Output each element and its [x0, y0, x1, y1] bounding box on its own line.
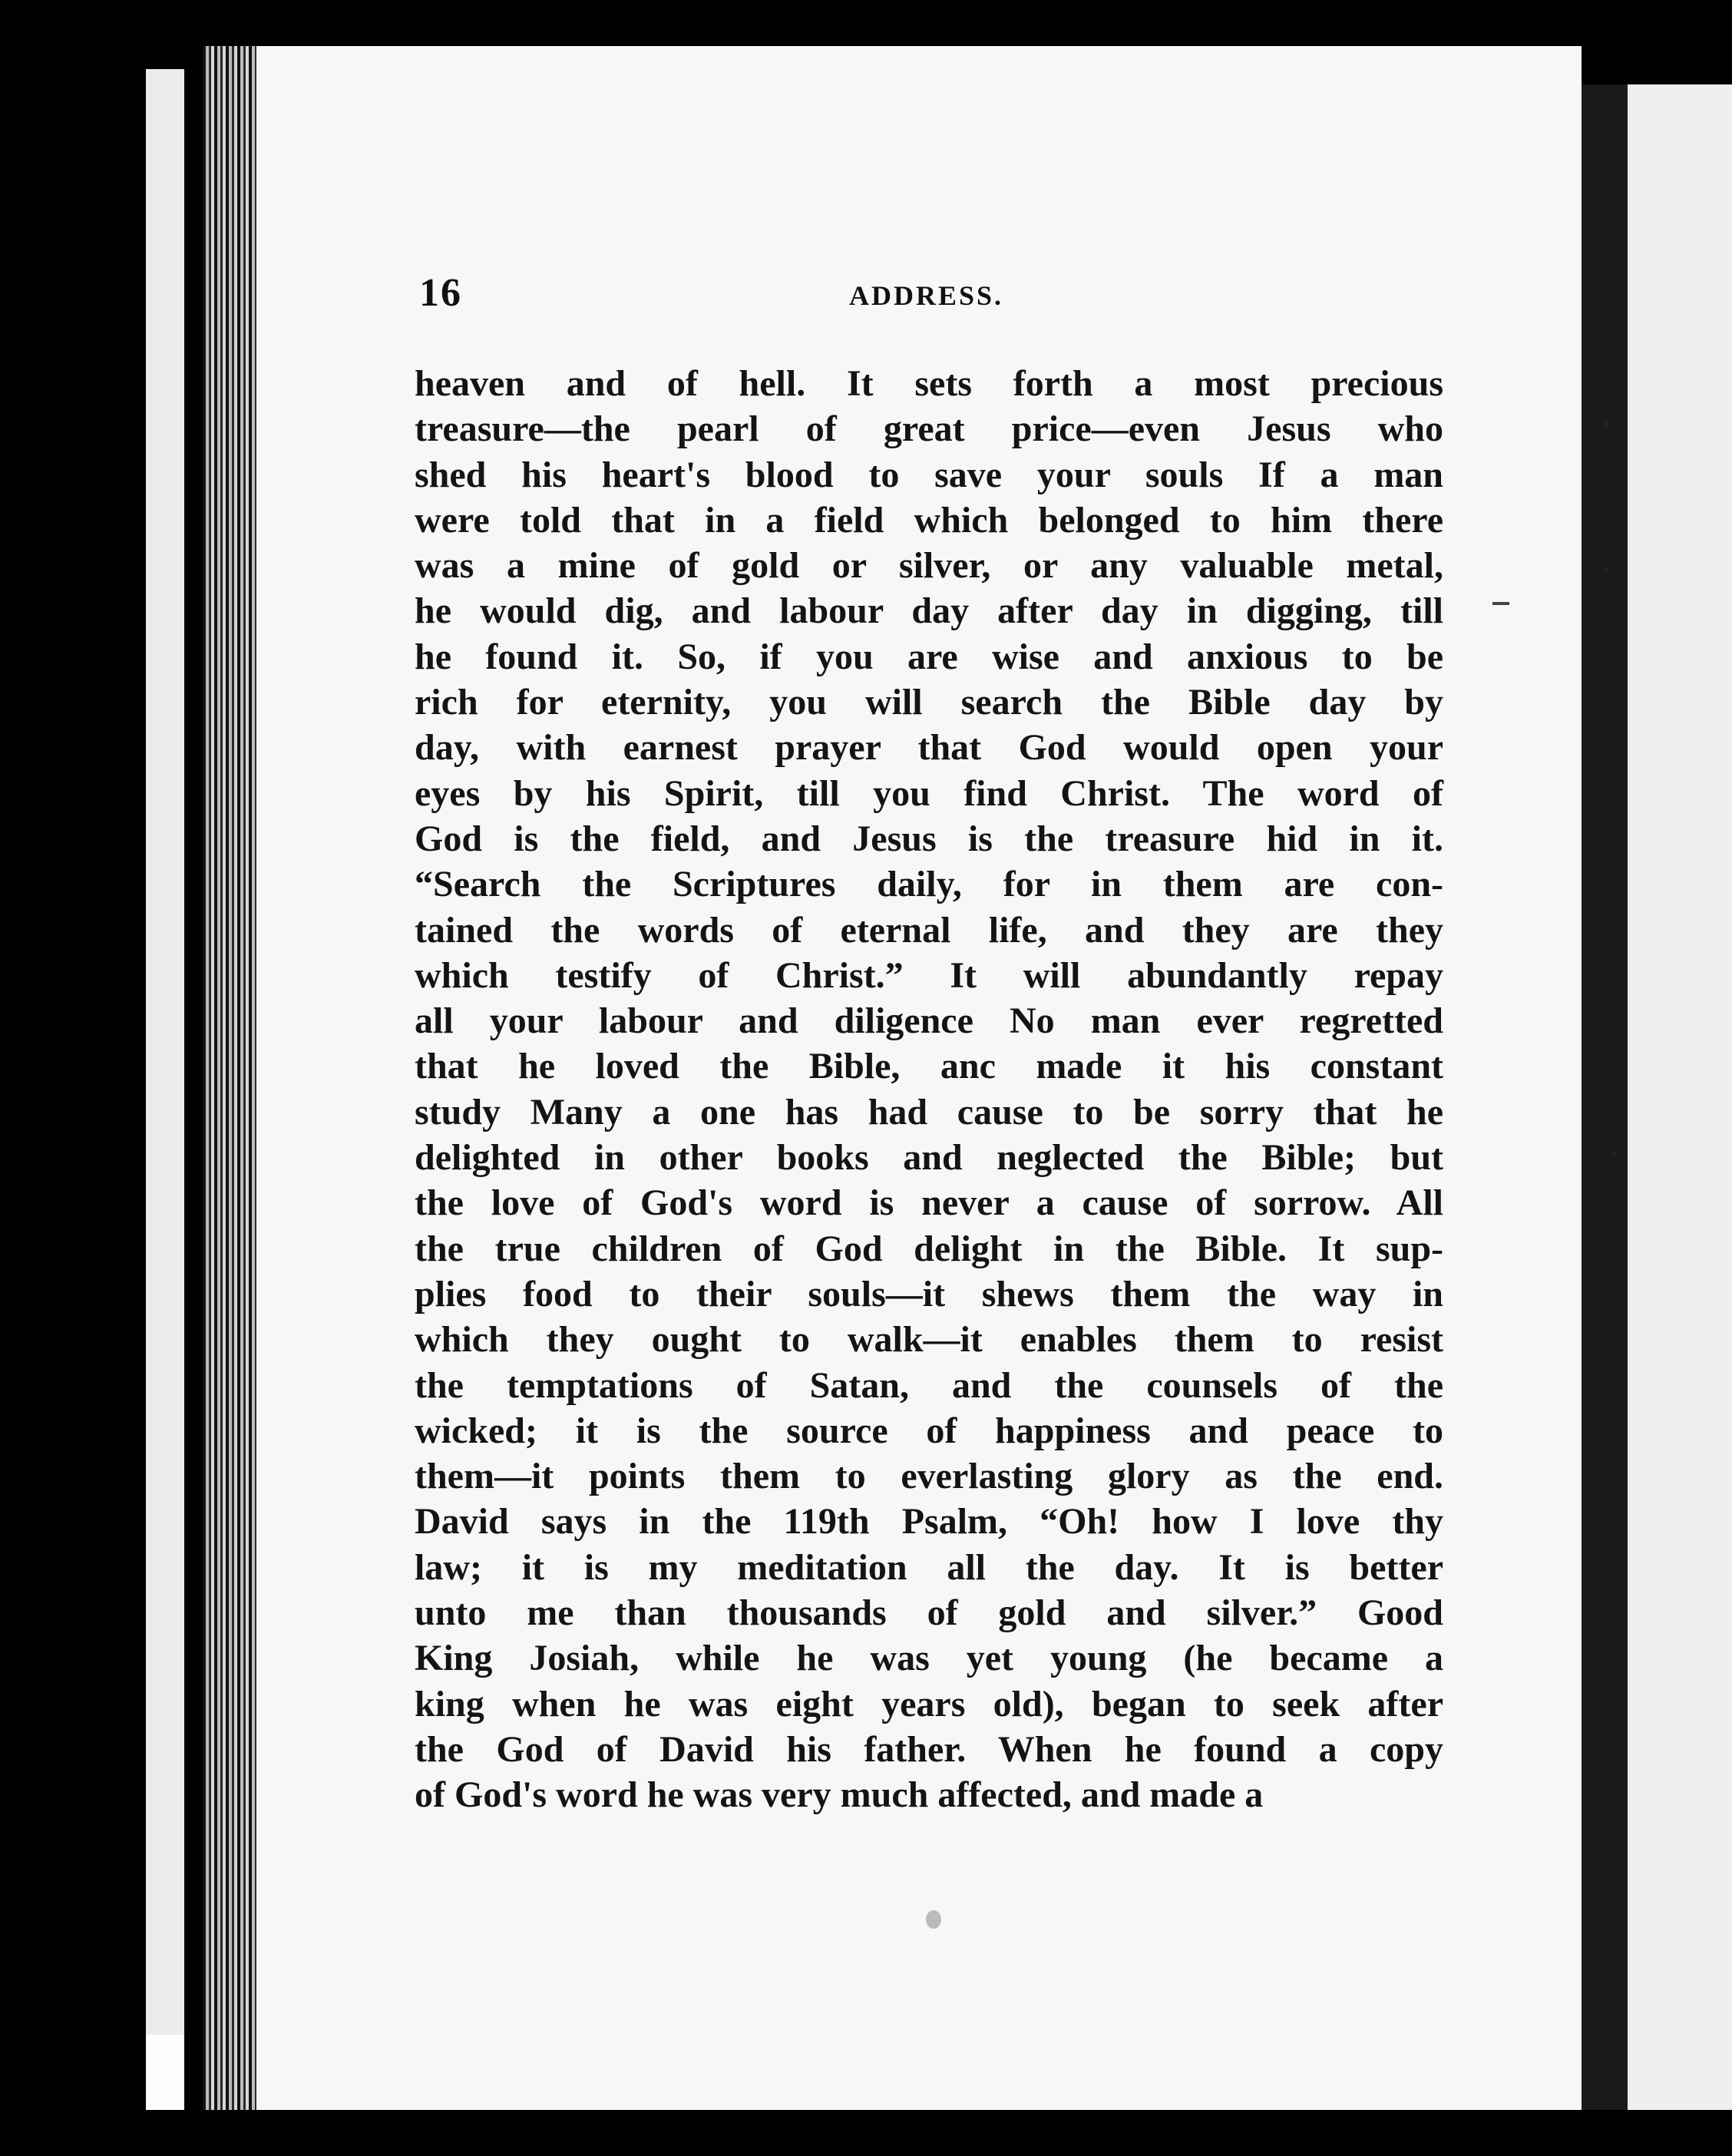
- text-line: of God's word he was very much affected, and made a: [415, 1774, 1264, 1816]
- text-line: King Josiah, while he was yet young (he became a: [415, 1638, 1443, 1679]
- text-line: day, with earnest prayer that God would open your: [415, 727, 1443, 769]
- text-line: them—it points them to everlasting glory as the end.: [415, 1456, 1443, 1497]
- text-line: was a mine of gold or silver, or any valuable metal,: [415, 545, 1443, 587]
- scanner-border-left: [0, 0, 146, 2156]
- running-head: [419, 270, 1448, 324]
- text-line: which testify of Christ.” It will abundantly repay: [415, 954, 1443, 996]
- page-edge-lines: [203, 46, 256, 2119]
- text-line: study Many a one has had cause to be sorry that he: [415, 1091, 1443, 1133]
- text-line: unto me than thousands of gold and silver.” Good: [415, 1592, 1443, 1634]
- next-page-strip: [1628, 77, 1732, 2119]
- running-title: ADDRESS.: [849, 280, 1004, 311]
- text-line: the temptations of Satan, and the counsels of the: [415, 1364, 1443, 1406]
- text-line: he found it. So, if you are wise and anxious to be: [415, 636, 1443, 677]
- text-line: law; it is my meditation all the day. It is better: [415, 1546, 1443, 1588]
- text-line: God is the field, and Jesus is the treasure hid in it.: [415, 818, 1443, 859]
- text-line: which they ought to walk—it enables them to resist: [415, 1319, 1443, 1361]
- gutter-shadow: [184, 46, 203, 2119]
- body-text: [415, 361, 1443, 1818]
- text-line: that he loved the Bible, anc made it his constant: [415, 1046, 1443, 1087]
- text-line: the God of David his father. When he found a copy: [415, 1728, 1443, 1770]
- scanner-border-bottom: [0, 2110, 1732, 2156]
- text-line: delighted in other books and neglected the Bible; but: [415, 1137, 1443, 1179]
- text-line: the true children of God delight in the Bible. It sup-: [415, 1228, 1443, 1269]
- text-line: all your labour and diligence No man ever regretted: [415, 1000, 1443, 1042]
- scan-speck: [1612, 1152, 1617, 1156]
- text-line: wicked; it is the source of happiness and peace to: [415, 1410, 1443, 1451]
- text-line: David says in the 119th Psalm, “Oh! how I love thy: [415, 1501, 1443, 1543]
- scan-speck: [926, 1910, 941, 1929]
- scan-mark: [1492, 602, 1509, 605]
- scanner-border-top-right: [1582, 0, 1732, 84]
- text-line: were told that in a field which belonged to him there: [415, 499, 1443, 541]
- page-number: 16: [419, 271, 462, 315]
- text-line: shed his heart's blood to save your souls If a man: [415, 454, 1443, 495]
- text-line: tained the words of eternal life, and they are they: [415, 909, 1443, 951]
- scan-speck: [1605, 568, 1609, 573]
- text-line: eyes by his Spirit, till you find Christ. The word of: [415, 772, 1443, 814]
- text-line: heaven and of hell. It sets forth a most precious: [415, 363, 1443, 404]
- scan-speck: [1603, 421, 1609, 427]
- text-line: “Search the Scriptures daily, for in them are con-: [415, 864, 1443, 905]
- text-line: king when he was eight years old), began to seek after: [415, 1683, 1443, 1724]
- text-line: rich for eternity, you will search the Bible day by: [415, 682, 1443, 723]
- text-line: plies food to their souls—it shews them the way in: [415, 1273, 1443, 1314]
- facing-page-strip: [146, 69, 184, 2035]
- text-line: the love of God's word is never a cause of sorrow. All: [415, 1182, 1443, 1224]
- right-page-edge: [1582, 77, 1628, 2119]
- text-line: treasure—the pearl of great price—even Jesus who: [415, 408, 1443, 450]
- text-line: he would dig, and labour day after day in digging, till: [415, 590, 1443, 632]
